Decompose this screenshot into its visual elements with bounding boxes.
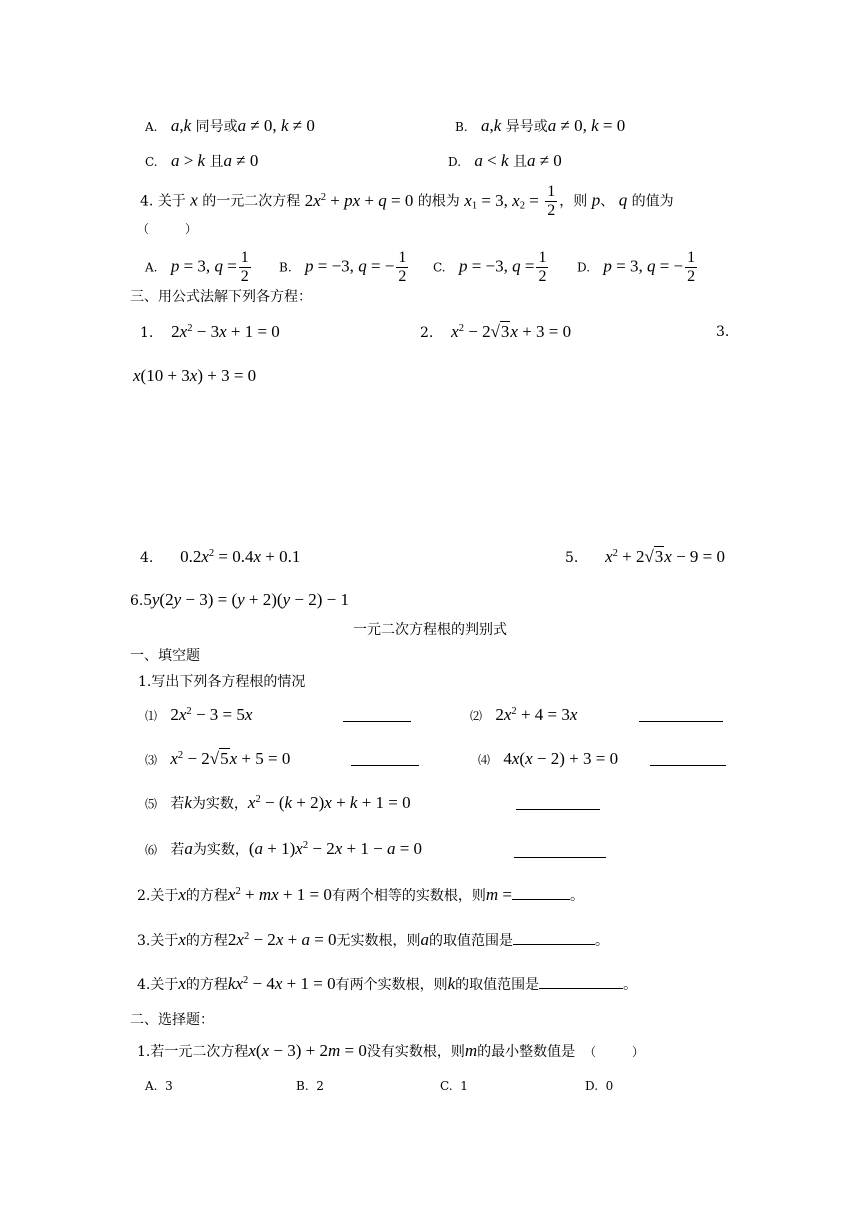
s3-equation-6: 6.5y(2y − 3) = (y + 2)(y − 2) − 1 [130, 590, 349, 609]
answer-blank[interactable] [351, 751, 419, 766]
q3-option-b: B. a,k 异号或a ≠ 0, k = 0 [455, 116, 626, 135]
fill-item-5: ⑸ 若k为实数，$x^2 - (k + 2)x + k + 1 = 0$ [145, 793, 411, 814]
q3-option-c: C. a > k 且a ≠ 0 [145, 151, 259, 170]
fill-q1-text: 1.写出下列各方程根的情况 [138, 674, 306, 690]
fill-blank-heading: 一、填空题 [130, 648, 200, 664]
choice-option-a: A. 3 [145, 1079, 173, 1093]
fill-item-6: ⑹ 若a为实数，$(a + 1)x^2 - 2x + 1 - a = 0$ [145, 839, 422, 860]
q4-stem: 4. 关于 x 的一元二次方程 $2x^2$ + px + q = 0 的根为 $x_1 = 3$, $x_2$ = $\frac{1}{2}$ ，则 p、 q 的值为 [140, 183, 674, 219]
choice-q1: 1.若一元二次方程x(x − 3) + 2m = 0没有实数根，则m的最小整数值是 （ ） [137, 1041, 645, 1060]
q3-option-d: D. a < k 且a ≠ 0 [448, 151, 562, 170]
fill-item-3: ⑶ $x^2 - 2√5x + 5 = 0$ [145, 749, 290, 770]
s3-equation-2: 2. $x^2 - 2√3x + 3 = 0$ [420, 322, 572, 341]
s3-equation-4: 4. $0.2x^2 = 0.4x + 0.1$ [140, 547, 301, 566]
s3-number-3: 3. [716, 324, 730, 340]
s3-equation-1: 1. $2x^2 - 3x + 1 = 0$ [140, 322, 280, 341]
choice-heading: 二、选择题： [130, 1012, 214, 1028]
answer-blank[interactable] [650, 751, 726, 766]
fill-q2: 2.关于x的方程$x^2$ + mx + 1 = 0有两个相等的实数根，则m = 。 [137, 885, 584, 904]
answer-blank[interactable] [514, 843, 606, 858]
s3-equation-5: 5. $x^2 + 2√3x - 9 = 0$ [565, 547, 726, 566]
q4-answer-paren: （ ） [137, 222, 198, 236]
fill-item-1: ⑴ $2x^2 - 3 = 5x$ [145, 705, 252, 726]
answer-blank[interactable] [539, 974, 623, 989]
answer-blank[interactable] [343, 707, 411, 722]
q4-option-b: B. p = −3, q = − $\frac{1}{2}$ [279, 249, 407, 285]
section-3-heading: 三、用公式法解下列各方程： [130, 289, 312, 305]
fill-item-2: ⑵ $2x^2 + 4 = 3x$ [470, 705, 577, 726]
answer-blank[interactable] [516, 795, 600, 810]
choice-option-c: C. 1 [440, 1079, 468, 1093]
answer-blank[interactable] [512, 885, 570, 900]
q4-option-d: D. p = 3, q = − $\frac{1}{2}$ [577, 249, 696, 285]
choice-option-d: D. 0 [585, 1079, 614, 1093]
answer-blank[interactable] [513, 930, 595, 945]
q4-option-c: C. p = −3, q = $\frac{1}{2}$ [433, 249, 547, 285]
choice-option-b: B. 2 [296, 1079, 324, 1093]
section-title: 一元二次方程根的判别式 [353, 622, 507, 638]
fill-item-4: ⑷ 4x(x − 2) + 3 = 0 [478, 749, 618, 770]
q3-option-a: A. a,k 同号或a ≠ 0, k ≠ 0 [145, 116, 315, 135]
fraction-one-half: $\frac{1}{2}$ [547, 183, 556, 219]
s3-equation-3: x(10 + 3x) + 3 = 0 [133, 366, 257, 385]
answer-blank[interactable] [639, 707, 723, 722]
q4-option-a: A. p = 3, q = $\frac{1}{2}$ [145, 249, 249, 285]
fill-q4: 4.关于x的方程$kx^2 - 4x + 1 = 0$有两个实数根，则k的取值范围是 。 [137, 974, 638, 993]
fill-q3: 3.关于x的方程$2x^2 - 2x + a = 0$无实数根，则a的取值范围是 。 [137, 930, 610, 949]
